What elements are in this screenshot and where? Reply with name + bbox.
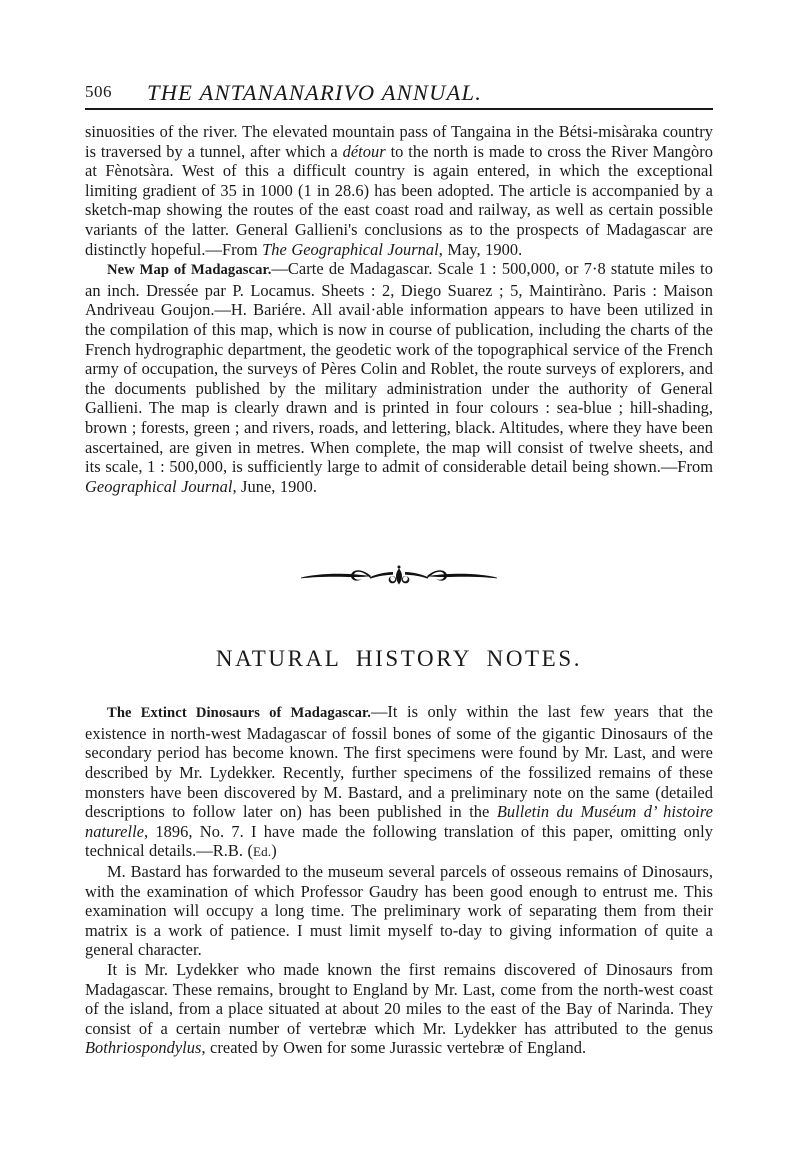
page-content bbox=[85, 0, 713, 1170]
p1-text-a: sinuosities of the river. The elevated mountain pass of Tangaina in the Bétsi-misàraka country is traversed by a tunnel, after which a bbox=[85, 122, 713, 161]
p1-italic-detour: détour bbox=[342, 141, 386, 161]
p3-smallcaps-ed: Ed. bbox=[253, 844, 272, 860]
p3-text-b: , 1896, No. 7. I have made the following translation of this paper, omitting only technical details.—R.B. ( bbox=[85, 821, 713, 861]
header-rule bbox=[85, 108, 713, 110]
p1-text-b: to the north is made to cross the River Mangòro at Fènotsàra. West of this a difficult country is again entered, in which the exceptional limiting gradient of 35 in 1000 (1 in 28.6) has been adopted. The article is accompanied by a sketch-map showing the routes of the east coast road and railway, as well as certain possible variants of the latter. General Gallieni's conclusions as to the prospects of Madagascar are distinctly hopeful.—From bbox=[85, 141, 714, 259]
paragraph-extinct-dinosaurs bbox=[85, 702, 713, 862]
body-text bbox=[85, 122, 713, 1058]
page-number: 506 bbox=[85, 82, 112, 101]
running-title: THE ANTANANARIVO ANNUAL. bbox=[147, 80, 483, 105]
running-head bbox=[85, 62, 713, 108]
p1-text-c: , May, 1900. bbox=[438, 239, 523, 259]
p1-italic-journal: The Geographical Journal bbox=[262, 239, 439, 259]
run-in-heading-new-map: New Map of Madagascar. bbox=[107, 262, 272, 279]
p2-text-b: , June, 1900. bbox=[232, 476, 318, 496]
fleuron-divider-icon bbox=[85, 564, 713, 598]
p2-text-a: —Carte de Madagascar. Scale 1 : 500,000, or 7·8 statute miles to an inch. Dressée par P. Locamus. Sheets : 2, Diego Suarez ; 5, Maintiràno. Paris : Maison Andriveau Goujon.—H. Bariére. All avail·able information appears to have been utilized in the compilation of this map, which is now in course of publication, including the charts of the French hydrographic department, the geodetic work of the topographical service of the French army of occupation, the surveys of Pères Colin and Roblet, the route surveys of explorers, and the documents published by the military administration under the authority of General Gallieni. The map is clearly drawn and is printed in four colours : sea-blue ; hill-shading, brown ; forests, green ; and rivers, roads, and lettering, black. Altitudes, where they have been ascertained, are given in metres. When complete, the map will consist of twelve sheets, and its scale, 1 : 500,000, is sufficiently large to admit of considerable detail being shown.—From bbox=[85, 259, 713, 477]
paragraph-new-map bbox=[85, 259, 713, 496]
p2-italic-journal: Geographical Journal bbox=[85, 476, 233, 496]
p3-italic-bulletin: Bulletin du Muséum d’ histoire naturelle bbox=[85, 802, 713, 841]
section-heading-natural-history-notes: NATURAL HISTORY NOTES. bbox=[215, 646, 583, 672]
paragraph-river-tunnel bbox=[85, 122, 713, 259]
p3-text-c: ) bbox=[271, 841, 277, 861]
p4-text-a: M. Bastard has forwarded to the museum several parcels of osseous remains of Dinosaurs, with the examination of which Professor Gaudry has been good enough to entrust me. This examination will occupy a long time. The preliminary work of separating them from their matrix is a work of patience. I must limit myself to-day to giving information of quite a general character. bbox=[85, 862, 713, 960]
p5-text-a: It is Mr. Lydekker who made known the first remains discovered of Dinosaurs from Madagascar. These remains, brought to England by Mr. Last, come from the north-west coast of the island, from a place situated at about 20 miles to the east of the Bay of Narinda. They consist of a certain number of vertebræ which Mr. Lydekker has attributed to the genus bbox=[85, 960, 713, 1038]
p5-italic-genus: Bothriospondylus bbox=[85, 1038, 202, 1058]
paragraph-bastard-parcels bbox=[85, 862, 713, 960]
paragraph-lydekker-remains bbox=[85, 960, 713, 1058]
p5-text-b: , created by Owen for some Jurassic vertebræ of England. bbox=[201, 1038, 587, 1058]
p3-text-a: —It is only within the last few years that the existence in north-west Madagascar of fossil bones of some of the gigantic Dinosaurs of the secondary period has become known. The first specimens were found by Mr. Last, and were described by Mr. Lydekker. Recently, further specimens of the fossilized remains of these monsters have been discovered by M. Bastard, and a preliminary note on the same (detailed descriptions to follow later on) has been published in the bbox=[85, 702, 713, 822]
run-in-heading-extinct-dinosaurs: The Extinct Dinosaurs of Madagascar. bbox=[107, 705, 371, 722]
